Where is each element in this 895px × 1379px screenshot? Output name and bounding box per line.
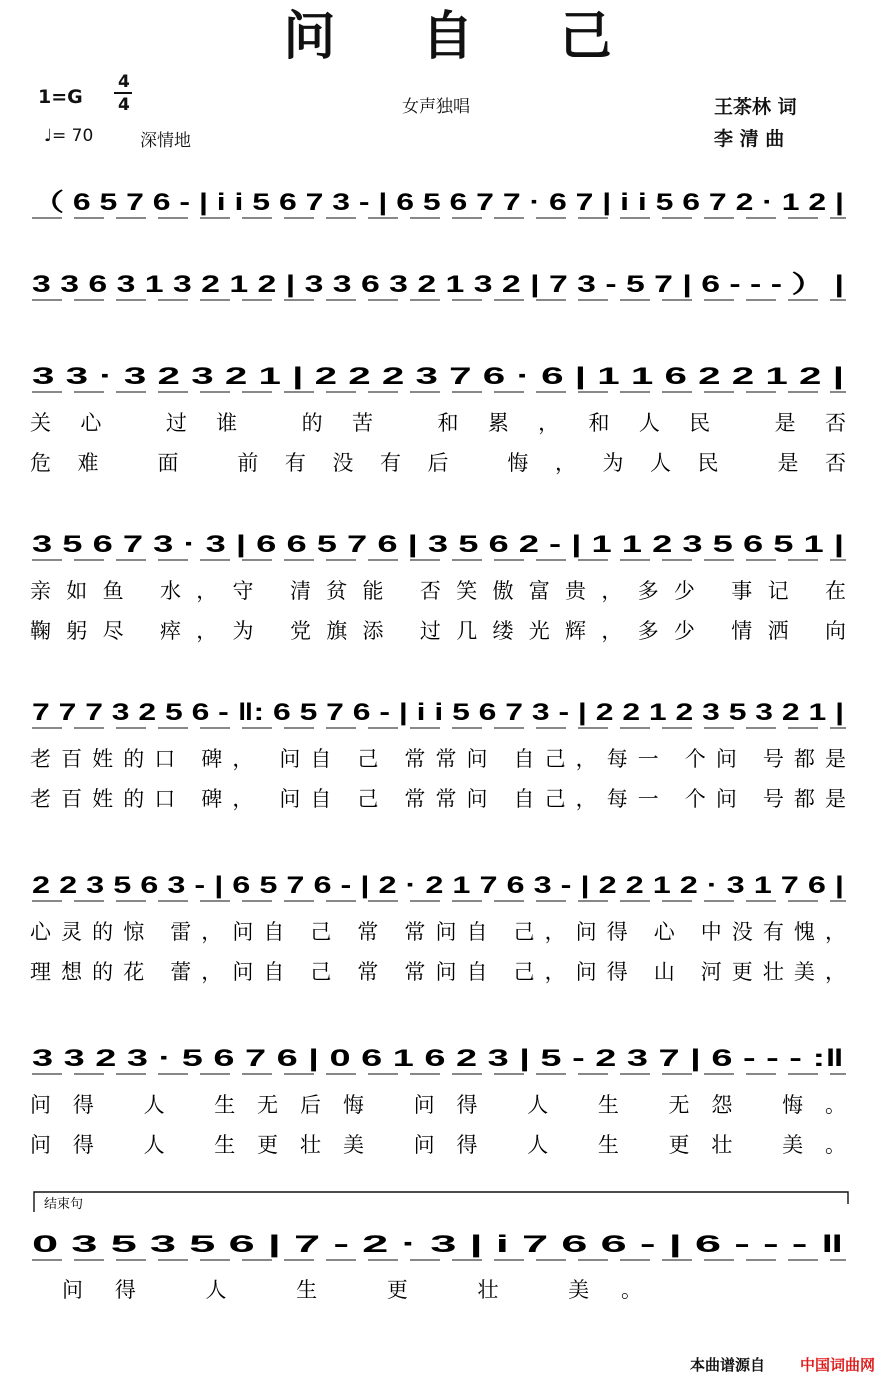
lyric-line-4-1: 亲如鱼 水，守 清贫能 否笑傲富贵，多少 事记 在: [30, 580, 846, 603]
lyric-line-3-1: 关心 过谁 的苦 和累，和人民 是否: [30, 412, 846, 435]
lyric-line-4-2: 鞠躬尽 瘁，为 党旗添 过几缕光辉，多少 情洒 向: [30, 620, 846, 643]
notation-line-2: 3 3 6 3 1 3 2 1 2 | 3 3 6 3 2 1 3 2 | 7 3 - 5 7 | 6 - - - ） |: [32, 271, 845, 298]
notation-line-8: 0 3 5 3 5 6 | 7 - 2 · 3 | i 7 6 6 - | 6 - - - ‖: [32, 1231, 844, 1258]
source-site: 中国词曲网: [800, 1356, 876, 1374]
time-signature-bottom: 4: [118, 95, 130, 115]
notation-line-4: 3 5 6 7 3 · 3 | 6 6 5 7 6 | 3 5 6 2 - | 1 1 2 3 5 6 5 1 |: [32, 531, 844, 558]
ending-bracket: [34, 1192, 848, 1212]
lyric-line-3-2: 危难 面 前有没有后 悔，为人民 是否: [30, 452, 847, 475]
notation-line-3: 3 3 · 3 2 3 2 1 | 2 2 2 3 7 6 · 6 | 1 1 6 2 2 1 2 |: [32, 363, 844, 390]
lyric-line-7-2: 问得 人 生更壮美 问得 人 生 更壮 美。: [30, 1134, 847, 1157]
source-credit: 本曲谱源自: [690, 1356, 766, 1374]
notation-line-6: 2 2 3 5 6 3 - | 6 5 7 6 - | 2 · 2 1 7 6 3 - | 2 2 1 2 · 3 1 7 6 |: [32, 872, 844, 899]
lyric-line-7-1: 问得 人 生无后悔 问得 人 生 无怨 悔。: [30, 1094, 847, 1117]
notation-line-1: （ 6 5 7 6 - | i i 5 6 7 3 - | 6 5 6 7 7 · 6 7 | i i 5 6 7 2 · 1 2 |: [32, 189, 844, 216]
time-signature-top: 4: [118, 72, 130, 92]
performance-type: 女声独唱: [402, 97, 470, 117]
expression-marking: 深情地: [140, 131, 191, 151]
lyric-line-8-1: 问得 人 生 更 壮 美。: [62, 1279, 642, 1302]
song-title: 问 自 己: [283, 7, 646, 67]
lyric-line-6-2: 理想的花 蕾，问自 己 常 常问自 己，问得 山 河更壮美，: [30, 961, 847, 984]
lyric-line-6-1: 心灵的惊 雷，问自 己 常 常问自 己，问得 心 中没有愧，: [30, 921, 847, 944]
lyricist-credit: 王茶林 词: [714, 96, 797, 118]
notation-line-7: 3 3 2 3 · 5 6 7 6 | 0 6 1 6 2 3 | 5 - 2 3 7 | 6 - - - :‖: [32, 1045, 844, 1072]
lyric-line-5-1: 老百姓的口 碑， 问自 己 常常问 自己，每一 个问 号都是: [30, 748, 847, 771]
key-signature: 1=G: [38, 86, 83, 108]
notation-line-5: 7 7 7 3 2 5 6 - ‖: 6 5 7 6 - | i i 5 6 7 3 - | 2 2 1 2 3 5 3 2 1 |: [32, 699, 844, 726]
tempo-marking: ♩= 70: [44, 126, 94, 146]
ending-label: 结束句: [44, 1196, 84, 1211]
lyric-line-5-2: 老百姓的口 碑， 问自 己 常常问 自己，每一 个问 号都是: [30, 788, 847, 811]
composer-credit: 李 清 曲: [714, 128, 785, 150]
